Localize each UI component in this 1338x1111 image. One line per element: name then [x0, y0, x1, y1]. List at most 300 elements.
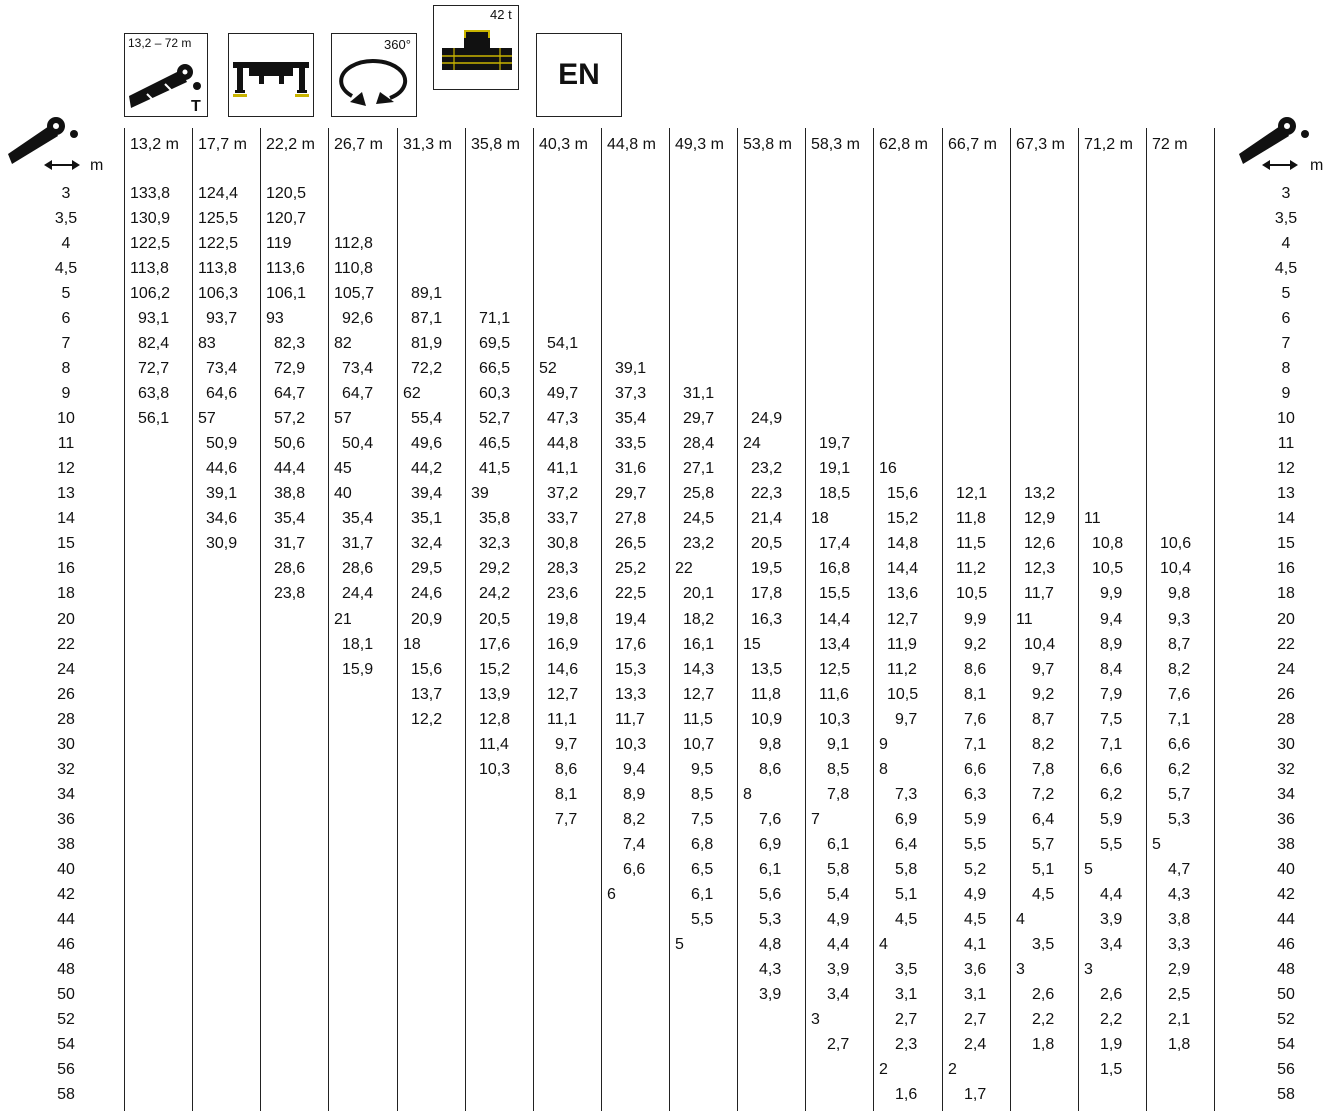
load-value-cell: 17,4 [819, 535, 851, 552]
load-value-cell: 2,7 [827, 1036, 850, 1053]
load-value-cell: 81,9 [411, 335, 443, 352]
load-value-cell: 7,7 [555, 811, 578, 828]
load-value-cell: 2,7 [895, 1011, 918, 1028]
counterweight-label: 42 t [490, 7, 512, 22]
load-value-cell: 7,1 [964, 736, 987, 753]
load-value-cell: 72,9 [274, 360, 306, 377]
load-value-cell: 6,6 [964, 761, 987, 778]
radius-label-right: 5 [1281, 285, 1291, 302]
load-value-cell: 2,5 [1168, 986, 1191, 1003]
load-value-cell: 2,1 [1168, 1011, 1191, 1028]
load-value-cell: 39,1 [206, 485, 238, 502]
radius-label-left: 58 [57, 1086, 75, 1103]
load-value-cell: 26,5 [615, 535, 647, 552]
load-value-cell: 8,7 [1032, 711, 1055, 728]
radius-label-left: 52 [57, 1011, 75, 1028]
load-value-cell: 17,8 [751, 585, 783, 602]
load-value-cell: 5,9 [964, 811, 987, 828]
load-value-cell: 4,4 [827, 936, 850, 953]
load-value-cell: 35,4 [274, 510, 306, 527]
counterweight-pictogram [433, 5, 519, 90]
column-divider [601, 128, 602, 1111]
radius-label-right: 44 [1277, 911, 1295, 928]
load-value-cell: 19,7 [819, 435, 851, 452]
load-value-cell: 22,5 [615, 585, 647, 602]
load-value-cell: 15,2 [887, 510, 919, 527]
load-value-cell: 2,2 [1100, 1011, 1123, 1028]
radius-label-right: 10 [1277, 410, 1295, 427]
load-value-cell: 54,1 [547, 335, 579, 352]
load-value-cell: 7,5 [1100, 711, 1123, 728]
load-value-cell: 5,7 [1032, 836, 1055, 853]
load-value-cell: 30,8 [547, 535, 579, 552]
load-value-cell: 11,5 [683, 711, 713, 728]
load-value-cell: 64,7 [274, 385, 306, 402]
load-value-cell: 7,9 [1100, 686, 1123, 703]
load-value-cell: 39 [471, 485, 489, 502]
column-divider [533, 128, 534, 1111]
load-value-cell: 8,2 [1168, 661, 1191, 678]
load-value-cell: 5,8 [895, 861, 918, 878]
load-value-cell: 15,5 [819, 585, 851, 602]
outrigger-pictogram [228, 33, 314, 117]
column-divider [1214, 128, 1215, 1111]
boom-length-header: 72 m [1152, 136, 1188, 153]
load-value-cell: 8,1 [964, 686, 987, 703]
load-value-cell: 3 [1016, 961, 1025, 978]
load-value-cell: 82 [334, 335, 352, 352]
load-value-cell: 5 [1152, 836, 1161, 853]
load-value-cell: 21 [334, 611, 352, 628]
radius-label-left: 3 [61, 185, 71, 202]
load-value-cell: 50,4 [342, 435, 374, 452]
load-value-cell: 62 [403, 385, 421, 402]
load-value-cell: 29,7 [615, 485, 647, 502]
load-value-cell: 12,6 [1024, 535, 1056, 552]
load-value-cell: 6,8 [691, 836, 714, 853]
load-value-cell: 10,3 [819, 711, 851, 728]
load-value-cell: 41,1 [547, 460, 579, 477]
load-value-cell: 9,5 [691, 761, 714, 778]
radius-label-left: 50 [57, 986, 75, 1003]
rotation-pictogram [331, 33, 417, 117]
load-value-cell: 5,3 [759, 911, 782, 928]
column-divider [669, 128, 670, 1111]
load-value-cell: 9,3 [1168, 611, 1191, 628]
load-value-cell: 4,5 [1032, 886, 1055, 903]
load-value-cell: 6,4 [895, 836, 918, 853]
load-value-cell: 5,5 [691, 911, 714, 928]
load-value-cell: 2 [948, 1061, 957, 1078]
load-value-cell: 27,8 [615, 510, 647, 527]
load-value-cell: 13,4 [819, 636, 851, 653]
load-value-cell: 13,2 [1024, 485, 1056, 502]
radius-label-right: 9 [1281, 385, 1291, 402]
load-value-cell: 11,2 [956, 560, 986, 577]
radius-label-left: 10 [57, 410, 75, 427]
load-value-cell: 7,5 [691, 811, 714, 828]
load-value-cell: 14,8 [887, 535, 919, 552]
radius-label-left: 34 [57, 786, 75, 803]
load-value-cell: 10,5 [887, 686, 919, 703]
load-value-cell: 14,4 [887, 560, 919, 577]
load-value-cell: 11 [1084, 510, 1101, 527]
radius-label-right: 11 [1277, 435, 1295, 452]
load-value-cell: 4 [1016, 911, 1025, 928]
load-value-cell: 31,6 [615, 460, 647, 477]
load-value-cell: 20,1 [683, 585, 715, 602]
load-value-cell: 106,3 [198, 285, 239, 302]
radius-label-left: 46 [57, 936, 75, 953]
load-value-cell: 10,9 [751, 711, 783, 728]
load-value-cell: 112,8 [334, 235, 373, 252]
load-value-cell: 12,9 [1024, 510, 1056, 527]
load-value-cell: 3,1 [895, 986, 918, 1003]
boom-length-header: 62,8 m [879, 136, 928, 153]
load-value-cell: 110,8 [334, 260, 373, 277]
load-value-cell: 10,5 [956, 585, 988, 602]
load-value-cell: 14,4 [819, 611, 851, 628]
load-value-cell: 5,9 [1100, 811, 1123, 828]
load-value-cell: 28,6 [274, 560, 306, 577]
load-value-cell: 9,8 [759, 736, 782, 753]
column-divider [873, 128, 874, 1111]
load-value-cell: 6,9 [895, 811, 918, 828]
load-value-cell: 63,8 [138, 385, 170, 402]
load-value-cell: 7,2 [1032, 786, 1055, 803]
load-value-cell: 8 [743, 786, 752, 803]
load-value-cell: 73,4 [206, 360, 238, 377]
radius-label-right: 34 [1277, 786, 1295, 803]
load-value-cell: 17,6 [479, 636, 511, 653]
load-value-cell: 5,7 [1168, 786, 1191, 803]
load-value-cell: 14,6 [547, 661, 579, 678]
load-value-cell: 120,7 [266, 210, 307, 227]
load-value-cell: 72,7 [138, 360, 170, 377]
radius-label-left: 14 [57, 510, 75, 527]
column-divider [737, 128, 738, 1111]
load-value-cell: 119 [266, 235, 292, 252]
load-value-cell: 60,3 [479, 385, 511, 402]
radius-label-left: 18 [57, 585, 75, 602]
load-value-cell: 47,3 [547, 410, 579, 427]
load-value-cell: 17,6 [615, 636, 647, 653]
load-value-cell: 7,1 [1100, 736, 1123, 753]
load-value-cell: 16 [879, 460, 897, 477]
radius-label-left: 44 [57, 911, 75, 928]
load-value-cell: 3,6 [964, 961, 987, 978]
load-value-cell: 4,7 [1168, 861, 1191, 878]
load-value-cell: 5,3 [1168, 811, 1191, 828]
load-value-cell: 93,1 [138, 310, 170, 327]
load-value-cell: 83 [198, 335, 216, 352]
radius-label-left: 54 [57, 1036, 75, 1053]
load-value-cell: 9,4 [1100, 611, 1123, 628]
load-value-cell: 11,6 [819, 686, 849, 703]
radius-label-right: 24 [1277, 661, 1295, 678]
radius-label-right: 36 [1277, 811, 1295, 828]
load-value-cell: 1,5 [1100, 1061, 1123, 1078]
load-value-cell: 29,7 [683, 410, 715, 427]
load-value-cell: 9,4 [623, 761, 646, 778]
load-value-cell: 35,4 [342, 510, 374, 527]
load-value-cell: 93 [266, 310, 284, 327]
radius-label-left: 3,5 [54, 210, 78, 227]
load-value-cell: 66,5 [479, 360, 511, 377]
load-value-cell: 15,2 [479, 661, 511, 678]
load-value-cell: 113,8 [130, 260, 169, 277]
load-value-cell: 8,1 [555, 786, 578, 803]
load-value-cell: 3,8 [1168, 911, 1191, 928]
boom-length-header: 44,8 m [607, 136, 656, 153]
radius-label-right: 4,5 [1274, 260, 1298, 277]
radius-label-right: 12 [1277, 460, 1295, 477]
load-value-cell: 9,1 [827, 736, 850, 753]
radius-label-right: 52 [1277, 1011, 1295, 1028]
load-value-cell: 13,5 [751, 661, 783, 678]
load-value-cell: 2,7 [964, 1011, 987, 1028]
load-value-cell: 31,7 [342, 535, 374, 552]
load-value-cell: 64,7 [342, 385, 374, 402]
load-value-cell: 3,5 [1032, 936, 1055, 953]
column-divider [942, 128, 943, 1111]
radius-label-left: 4,5 [54, 260, 78, 277]
load-value-cell: 9,2 [964, 636, 987, 653]
load-value-cell: 37,3 [615, 385, 647, 402]
load-value-cell: 44,4 [274, 460, 306, 477]
radius-label-right: 15 [1277, 535, 1295, 552]
load-value-cell: 11,7 [1024, 585, 1054, 602]
load-value-cell: 31,7 [274, 535, 306, 552]
load-value-cell: 8,6 [964, 661, 987, 678]
load-value-cell: 1,8 [1168, 1036, 1191, 1053]
load-value-cell: 39,1 [615, 360, 647, 377]
load-value-cell: 25,2 [615, 560, 647, 577]
load-value-cell: 9,7 [555, 736, 578, 753]
load-value-cell: 11,8 [956, 510, 986, 527]
load-value-cell: 1,8 [1032, 1036, 1055, 1053]
boom-length-header: 49,3 m [675, 136, 724, 153]
load-value-cell: 18,2 [683, 611, 715, 628]
load-value-cell: 6,3 [964, 786, 987, 803]
load-value-cell: 39,4 [411, 485, 443, 502]
radius-label-left: 48 [57, 961, 75, 978]
radius-label-left: 7 [61, 335, 71, 352]
load-value-cell: 3 [811, 1011, 820, 1028]
load-value-cell: 56,1 [138, 410, 170, 427]
load-value-cell: 20,5 [751, 535, 783, 552]
right-boom-icon [1237, 108, 1309, 164]
load-value-cell: 120,5 [266, 185, 307, 202]
load-value-cell: 7,1 [1168, 711, 1191, 728]
load-value-cell: 44,6 [206, 460, 238, 477]
load-value-cell: 50,9 [206, 435, 238, 452]
load-value-cell: 3 [1084, 961, 1093, 978]
load-value-cell: 10,3 [615, 736, 647, 753]
load-value-cell: 4,8 [759, 936, 782, 953]
load-value-cell: 23,2 [751, 460, 783, 477]
radius-label-right: 8 [1281, 360, 1291, 377]
load-value-cell: 24,2 [479, 585, 511, 602]
load-value-cell: 3,9 [1100, 911, 1123, 928]
radius-label-left: 8 [61, 360, 71, 377]
load-value-cell: 5,4 [827, 886, 850, 903]
load-value-cell: 2,4 [964, 1036, 987, 1053]
column-divider [1078, 128, 1079, 1111]
radius-label-left: 22 [57, 636, 75, 653]
radius-label-left: 32 [57, 761, 75, 778]
load-value-cell: 4,1 [964, 936, 987, 953]
load-value-cell: 22 [675, 560, 693, 577]
load-value-cell: 11,8 [751, 686, 781, 703]
load-value-cell: 130,9 [130, 210, 171, 227]
load-value-cell: 28,6 [342, 560, 374, 577]
load-value-cell: 1,6 [895, 1086, 918, 1103]
radius-label-left: 26 [57, 686, 75, 703]
boom-length-header: 17,7 m [198, 136, 247, 153]
radius-label-right: 16 [1277, 560, 1295, 577]
load-value-cell: 23,2 [683, 535, 715, 552]
load-value-cell: 15,3 [615, 661, 647, 678]
load-value-cell: 11,5 [956, 535, 986, 552]
load-value-cell: 7,4 [623, 836, 646, 853]
radius-label-left: 9 [61, 385, 71, 402]
load-value-cell: 27,1 [683, 460, 715, 477]
load-value-cell: 35,1 [411, 510, 443, 527]
load-value-cell: 16,1 [683, 636, 715, 653]
load-value-cell: 11,2 [887, 661, 917, 678]
load-value-cell: 4,9 [827, 911, 850, 928]
load-value-cell: 9 [879, 736, 888, 753]
radius-label-left: 56 [57, 1061, 75, 1078]
radius-label-right: 3,5 [1274, 210, 1298, 227]
load-value-cell: 45 [334, 460, 352, 477]
load-value-cell: 21,4 [751, 510, 783, 527]
load-value-cell: 37,2 [547, 485, 579, 502]
load-value-cell: 57,2 [274, 410, 306, 427]
load-value-cell: 4 [879, 936, 888, 953]
load-value-cell: 9,9 [1100, 585, 1123, 602]
column-divider [328, 128, 329, 1111]
load-value-cell: 15 [743, 636, 761, 653]
load-value-cell: 4,3 [759, 961, 782, 978]
load-value-cell: 12,3 [1024, 560, 1056, 577]
load-value-cell: 34,6 [206, 510, 238, 527]
radius-label-left: 6 [61, 310, 71, 327]
column-divider [124, 128, 125, 1111]
load-value-cell: 9,2 [1032, 686, 1055, 703]
load-value-cell: 106,2 [130, 285, 171, 302]
load-value-cell: 12,8 [479, 711, 511, 728]
load-value-cell: 19,4 [615, 611, 647, 628]
load-value-cell: 82,3 [274, 335, 306, 352]
load-value-cell: 5,1 [1032, 861, 1055, 878]
radius-label-right: 54 [1277, 1036, 1295, 1053]
load-value-cell: 3,4 [1100, 936, 1123, 953]
radius-label-left: 13 [57, 485, 75, 502]
load-value-cell: 18,5 [819, 485, 851, 502]
radius-label-left: 5 [61, 285, 71, 302]
load-value-cell: 12,7 [887, 611, 919, 628]
column-divider [805, 128, 806, 1111]
load-value-cell: 30,9 [206, 535, 238, 552]
radius-label-left: 30 [57, 736, 75, 753]
load-value-cell: 18,1 [342, 636, 374, 653]
load-value-cell: 11,4 [479, 736, 509, 753]
load-value-cell: 35,4 [615, 410, 647, 427]
language-pictogram [536, 33, 622, 117]
load-value-cell: 5,5 [964, 836, 987, 853]
load-value-cell: 11 [1016, 611, 1033, 628]
load-value-cell: 6 [607, 886, 616, 903]
load-value-cell: 133,8 [130, 185, 171, 202]
load-value-cell: 15,6 [411, 661, 443, 678]
load-value-cell: 32,4 [411, 535, 443, 552]
load-value-cell: 73,4 [342, 360, 374, 377]
load-value-cell: 6,1 [827, 836, 850, 853]
boom-length-header: 26,7 m [334, 136, 383, 153]
load-chart-table [124, 128, 1214, 1111]
load-value-cell: 13,6 [887, 585, 919, 602]
load-value-cell: 10,4 [1160, 560, 1192, 577]
load-value-cell: 2,3 [895, 1036, 918, 1053]
load-value-cell: 93,7 [206, 310, 238, 327]
boom-length-header: 66,7 m [948, 136, 997, 153]
load-value-cell: 113,8 [198, 260, 237, 277]
load-value-cell: 50,6 [274, 435, 306, 452]
load-value-cell: 35,8 [479, 510, 511, 527]
load-value-cell: 122,5 [198, 235, 239, 252]
load-value-cell: 8,2 [1032, 736, 1055, 753]
boom-length-header: 22,2 m [266, 136, 315, 153]
load-value-cell: 6,4 [1032, 811, 1055, 828]
load-value-cell: 13,3 [615, 686, 647, 703]
load-value-cell: 41,5 [479, 460, 511, 477]
load-value-cell: 8,5 [827, 761, 850, 778]
load-value-cell: 16,9 [547, 636, 579, 653]
load-value-cell: 24,9 [751, 410, 783, 427]
load-value-cell: 9,8 [1168, 585, 1191, 602]
load-value-cell: 82,4 [138, 335, 170, 352]
load-value-cell: 2 [879, 1061, 888, 1078]
boom-length-header: 71,2 m [1084, 136, 1133, 153]
load-value-cell: 12,7 [547, 686, 579, 703]
load-value-cell: 5,1 [895, 886, 918, 903]
load-value-cell: 57 [198, 410, 216, 427]
boom-length-header: 35,8 m [471, 136, 520, 153]
radius-label-right: 38 [1277, 836, 1295, 853]
load-value-cell: 4,5 [964, 911, 987, 928]
boom-length-header: 58,3 m [811, 136, 860, 153]
load-value-cell: 5 [1084, 861, 1093, 878]
load-value-cell: 31,1 [683, 385, 715, 402]
load-value-cell: 71,1 [479, 310, 511, 327]
column-divider [1010, 128, 1011, 1111]
left-radius-arrow-icon [44, 158, 80, 172]
load-value-cell: 29,2 [479, 560, 511, 577]
radius-label-left: 40 [57, 861, 75, 878]
load-value-cell: 3,5 [895, 961, 918, 978]
load-value-cell: 7,6 [1168, 686, 1191, 703]
load-value-cell: 11,9 [887, 636, 917, 653]
load-value-cell: 125,5 [198, 210, 239, 227]
load-value-cell: 2,2 [1032, 1011, 1055, 1028]
radius-label-right: 32 [1277, 761, 1295, 778]
load-value-cell: 6,5 [691, 861, 714, 878]
load-value-cell: 6,6 [1100, 761, 1123, 778]
outrigger-icon [229, 34, 313, 116]
load-value-cell: 7,8 [827, 786, 850, 803]
